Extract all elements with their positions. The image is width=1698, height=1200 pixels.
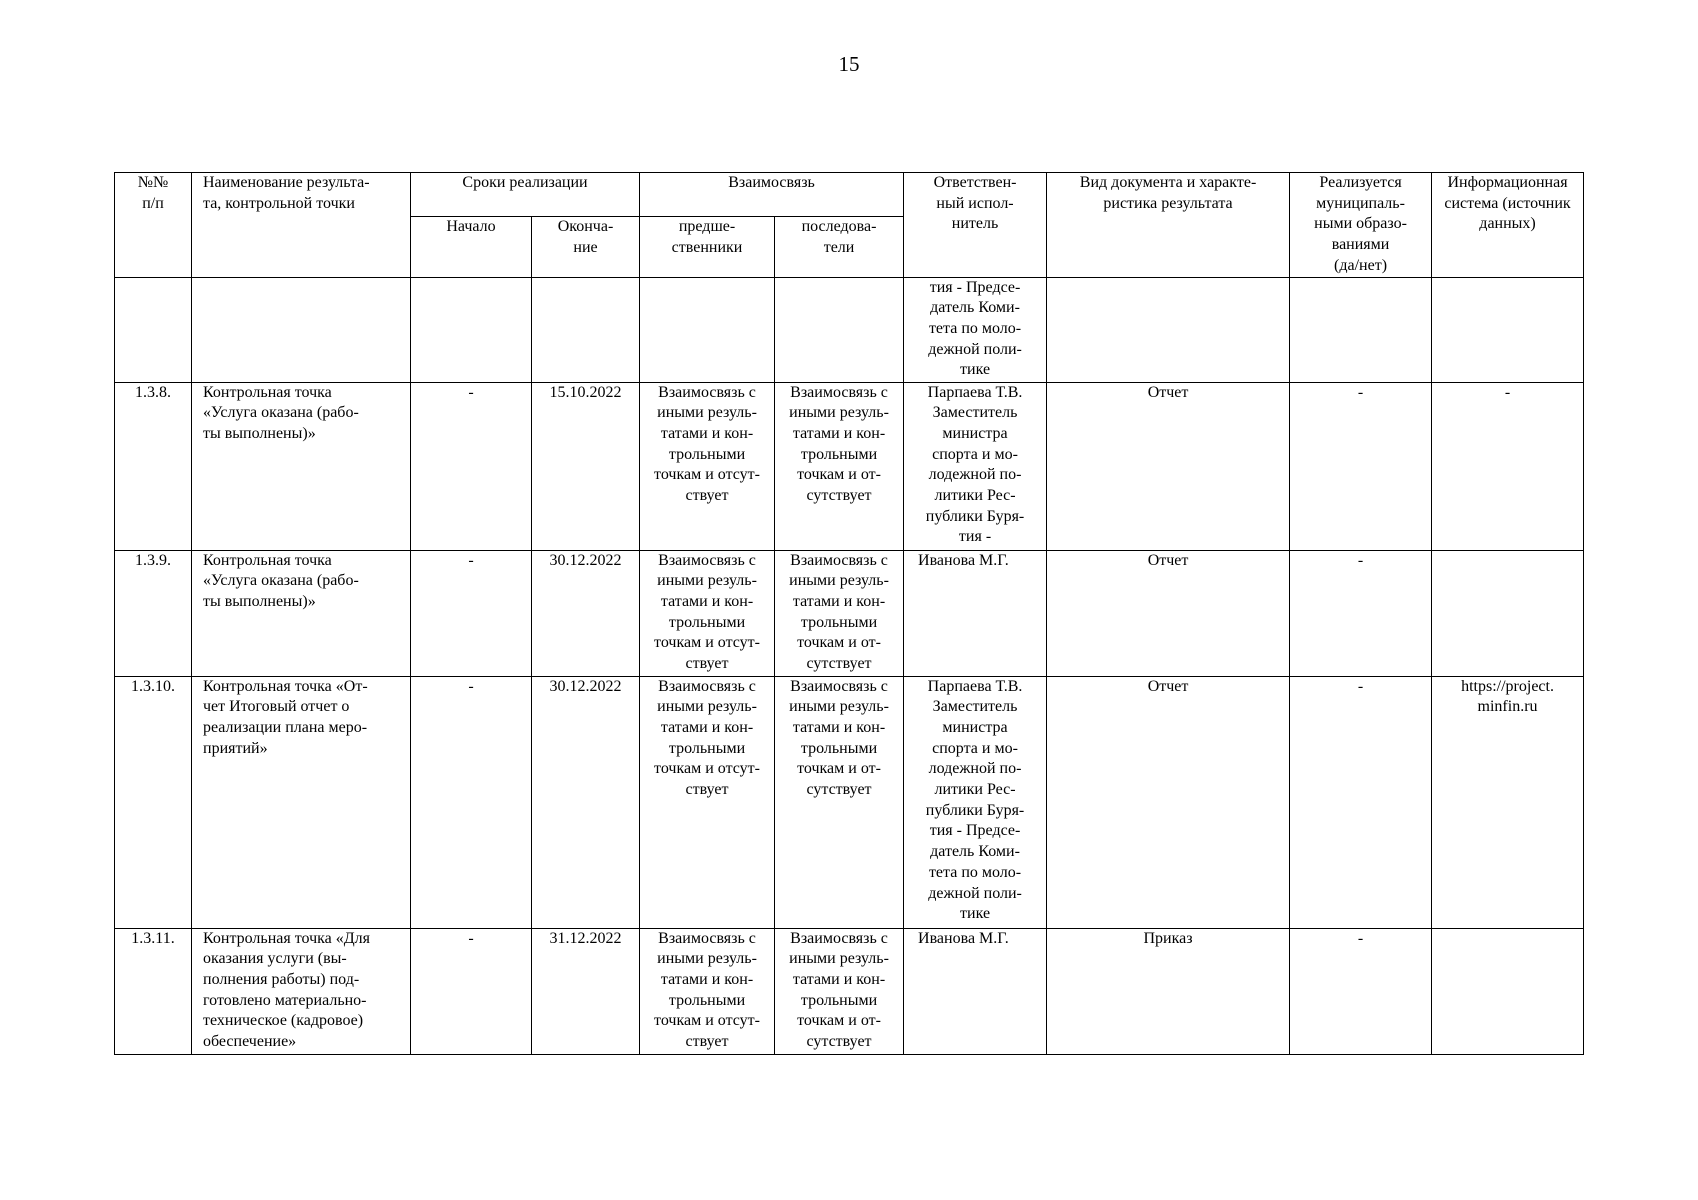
cell-num: 1.3.8. (115, 382, 192, 550)
cell-name (192, 277, 411, 382)
cell-document: Отчет (1047, 676, 1290, 928)
cell-document: Отчет (1047, 550, 1290, 676)
cell-name: Контрольная точка «От- чет Итоговый отчет о реализации плана меро- приятий» (192, 676, 411, 928)
cell-start: - (411, 676, 532, 928)
cell-predecessors: Взаимосвязь с иными резуль- татами и кон- трольными точкам и отсут- ствует (640, 676, 775, 928)
cell-document: Отчет (1047, 382, 1290, 550)
cell-info-system (1432, 550, 1584, 676)
header-municipal: Реализуется муниципаль- ными образо- ваниями (да/нет) (1290, 173, 1432, 278)
cell-successors: Взаимосвязь с иными резуль- татами и кон- трольными точкам и от- сутствует (775, 550, 904, 676)
cell-info-system (1432, 928, 1584, 1054)
results-table (114, 172, 1584, 1055)
cell-info-system (1432, 277, 1584, 382)
cell-document (1047, 277, 1290, 382)
table-row (115, 382, 1584, 550)
table-row (115, 550, 1584, 676)
cell-start (411, 277, 532, 382)
cell-info-system: - (1432, 382, 1584, 550)
header-start: Начало (411, 217, 532, 277)
cell-end: 30.12.2022 (532, 676, 640, 928)
cell-responsible: Парпаева Т.В. Заместитель министра спорта и мо- лодежной по- литики Рес- публики Буря- тия - Предсе- датель Коми- тета по моло- дежной поли- тике (904, 676, 1047, 928)
cell-municipal: - (1290, 928, 1432, 1054)
cell-start: - (411, 550, 532, 676)
cell-successors: Взаимосвязь с иными резуль- татами и кон- трольными точкам и от- сутствует (775, 382, 904, 550)
cell-municipal (1290, 277, 1432, 382)
header-end: Оконча- ние (532, 217, 640, 277)
cell-predecessors: Взаимосвязь с иными резуль- татами и кон- трольными точкам и отсут- ствует (640, 382, 775, 550)
table-row (115, 928, 1584, 1054)
header-terms: Сроки реализации (411, 173, 640, 217)
page-number: 15 (838, 52, 860, 76)
cell-predecessors: Взаимосвязь с иными резуль- татами и кон- трольными точкам и отсут- ствует (640, 928, 775, 1054)
cell-end (532, 277, 640, 382)
cell-responsible: Парпаева Т.В. Заместитель министра спорта и мо- лодежной по- литики Рес- публики Буря- тия - (904, 382, 1047, 550)
cell-document: Приказ (1047, 928, 1290, 1054)
header-num: №№ п/п (115, 173, 192, 278)
header-predecessors: предше- ственники (640, 217, 775, 277)
cell-start: - (411, 382, 532, 550)
cell-info-system: https://project. minfin.ru (1432, 676, 1584, 928)
header-link: Взаимосвязь (640, 173, 904, 217)
cell-num: 1.3.11. (115, 928, 192, 1054)
cell-responsible: Иванова М.Г. (904, 550, 1047, 676)
cell-municipal: - (1290, 382, 1432, 550)
cell-successors: Взаимосвязь с иными резуль- татами и кон- трольными точкам и от- сутствует (775, 676, 904, 928)
header-document: Вид документа и характе- ристика результата (1047, 173, 1290, 278)
header-responsible: Ответствен- ный испол- нитель (904, 173, 1047, 278)
cell-name: Контрольная точка «Услуга оказана (рабо- ты выполнены)» (192, 382, 411, 550)
header-info-system: Информационная система (источник данных) (1432, 173, 1584, 278)
cell-end: 15.10.2022 (532, 382, 640, 550)
cell-successors (775, 277, 904, 382)
cell-municipal: - (1290, 676, 1432, 928)
cell-responsible: тия - Предсе- датель Коми- тета по моло- дежной поли- тике (904, 277, 1047, 382)
cell-name: Контрольная точка «Услуга оказана (рабо- ты выполнены)» (192, 550, 411, 676)
table-row (115, 277, 1584, 382)
cell-predecessors (640, 277, 775, 382)
cell-end: 31.12.2022 (532, 928, 640, 1054)
cell-predecessors: Взаимосвязь с иными резуль- татами и кон- трольными точкам и отсут- ствует (640, 550, 775, 676)
cell-responsible: Иванова М.Г. (904, 928, 1047, 1054)
cell-num: 1.3.9. (115, 550, 192, 676)
cell-num: 1.3.10. (115, 676, 192, 928)
cell-municipal: - (1290, 550, 1432, 676)
header-successors: последова- тели (775, 217, 904, 277)
header-name: Наименование результа- та, контрольной точки (192, 173, 411, 278)
cell-end: 30.12.2022 (532, 550, 640, 676)
cell-name: Контрольная точка «Для оказания услуги (вы- полнения работы) под- готовлено материально- техническое (кадровое) обеспечение» (192, 928, 411, 1054)
table-header-row (115, 173, 1584, 217)
cell-successors: Взаимосвязь с иными резуль- татами и кон- трольными точкам и от- сутствует (775, 928, 904, 1054)
table-row (115, 676, 1584, 928)
cell-start: - (411, 928, 532, 1054)
cell-num (115, 277, 192, 382)
